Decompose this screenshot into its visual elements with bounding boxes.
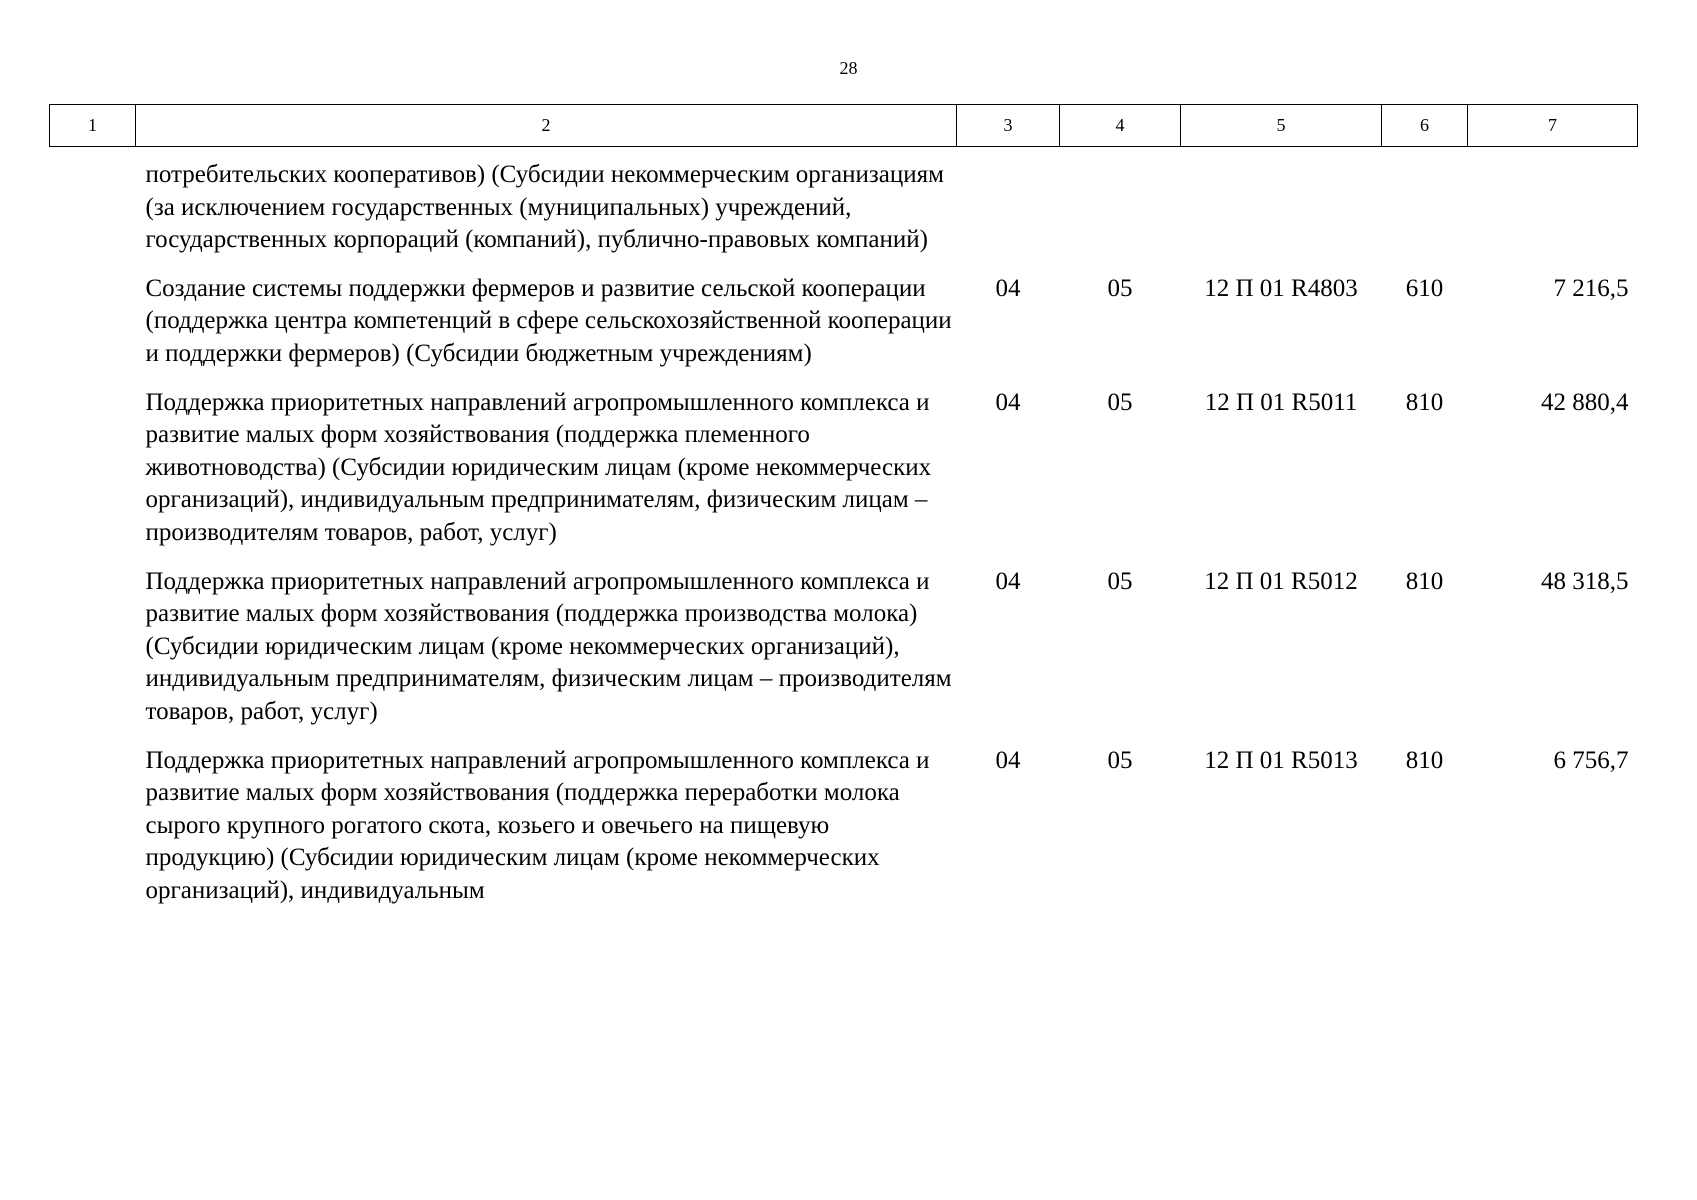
column-header-1: 1: [50, 105, 136, 147]
column-number-row: [50, 105, 1638, 147]
table-row: [50, 147, 1638, 257]
column-header-6: 6: [1382, 105, 1468, 147]
column-header-7: 7: [1468, 105, 1638, 147]
amount-cell: [1468, 147, 1638, 257]
section-code-cell: 04: [995, 746, 1021, 774]
subsection-code-cell: 05: [1107, 388, 1133, 416]
table-row: [50, 257, 1638, 371]
amount-cell: 7 216,5: [1553, 274, 1629, 302]
row-index-cell: [50, 729, 136, 908]
expense-name-cell: Поддержка приоритетных направлений агропромышленного комплекса и развитие малых форм хозяйствования (поддержка производства молока) (Субсидии юридическим лицам (кроме некоммерческих организаций), индивидуальным предпринимателям, физическим лицам – производителям товаров, работ, услуг): [145, 567, 952, 725]
section-code-cell: 04: [995, 274, 1021, 302]
subsection-code-cell: 05: [1107, 274, 1133, 302]
expense-type-cell: 810: [1405, 388, 1444, 416]
subsection-code-cell: 05: [1107, 746, 1133, 774]
expense-name-cell: потребительских кооперативов) (Субсидии некоммерческим организациям (за исключением государственных (муниципальных) учреждений, государственных корпораций (компаний), публично-правовых компаний): [145, 161, 944, 254]
column-header-2: 2: [136, 105, 957, 147]
expense-type-cell: 610: [1405, 274, 1444, 302]
row-index-cell: [50, 147, 136, 257]
expense-name-cell: Создание системы поддержки фермеров и развитие сельской кооперации (поддержка центра компетенций в сфере сельскохозяйственной кооперации и поддержки фермеров) (Субсидии бюджетным учреждениям): [145, 274, 952, 367]
target-article-cell: 12 П 01 R5013: [1204, 746, 1358, 774]
target-article-cell: 12 П 01 R5011: [1204, 388, 1358, 416]
target-article-cell: [1181, 147, 1382, 257]
section-code-cell: 04: [995, 388, 1021, 416]
table-row: [50, 550, 1638, 729]
expense-type-cell: [1382, 147, 1468, 257]
expense-type-cell: 810: [1405, 567, 1444, 595]
page-number: 28: [839, 58, 858, 78]
expense-type-cell: 810: [1405, 746, 1444, 774]
budget-table: [49, 104, 1638, 907]
table-body: [50, 147, 1638, 908]
row-index-cell: [50, 550, 136, 729]
table-header: [50, 105, 1638, 147]
section-code-cell: 04: [995, 567, 1021, 595]
target-article-cell: 12 П 01 R5012: [1204, 567, 1358, 595]
column-header-5: 5: [1181, 105, 1382, 147]
subsection-code-cell: 05: [1107, 567, 1133, 595]
table-row: [50, 371, 1638, 550]
amount-cell: 48 318,5: [1541, 567, 1629, 595]
row-index-cell: [50, 257, 136, 371]
row-index-cell: [50, 371, 136, 550]
column-header-3: 3: [957, 105, 1060, 147]
table-row: [50, 729, 1638, 908]
expense-name-cell: Поддержка приоритетных направлений агропромышленного комплекса и развитие малых форм хозяйствования (поддержка племенного животноводства) (Субсидии юридическим лицам (кроме некоммерческих организаций), индивидуальным предпринимателям, физическим лицам – производителям товаров, работ, услуг): [145, 388, 932, 546]
amount-cell: 42 880,4: [1541, 388, 1629, 416]
column-header-4: 4: [1060, 105, 1181, 147]
target-article-cell: 12 П 01 R4803: [1204, 274, 1358, 302]
amount-cell: 6 756,7: [1553, 746, 1629, 774]
section-code-cell: [957, 147, 1060, 257]
subsection-code-cell: [1060, 147, 1181, 257]
expense-name-cell: Поддержка приоритетных направлений агропромышленного комплекса и развитие малых форм хозяйствования (поддержка переработки молока сырого крупного рогатого скота, козьего и овечьего на пищевую продукцию) (Субсидии юридическим лицам (кроме некоммерческих организаций), индивидуальным: [145, 746, 930, 904]
